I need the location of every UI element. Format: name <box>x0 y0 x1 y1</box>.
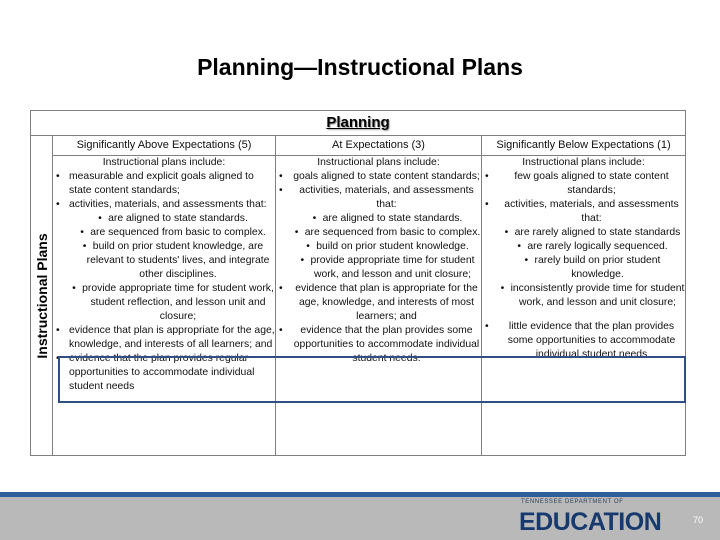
criteria-item <box>53 198 275 324</box>
criteria-item: • goals aligned to state content standards; <box>276 170 481 184</box>
rubric-table <box>30 110 686 456</box>
sub-criteria-list <box>292 212 481 282</box>
criteria-item: • measurable and explicit goals aligned to state content standards; <box>53 170 275 198</box>
criteria-item: • evidence that plan is appropriate for the age, knowledge, and interests of all learners; and <box>53 324 275 352</box>
highlight-box <box>58 356 686 403</box>
column-header: Significantly Above Expectations (5) <box>53 136 275 156</box>
sub-criteria-item: • are aligned to state standards. <box>292 212 481 226</box>
sub-criteria-item: • provide appropriate time for student work, student reflection, and lesson unit and closure; <box>69 282 275 324</box>
page-number: 70 <box>693 515 704 525</box>
criteria-list <box>276 170 481 366</box>
sub-criteria-item: • provide appropriate time for student work, and lesson and unit closure; <box>292 254 481 282</box>
column-header: At Expectations (3) <box>276 136 481 156</box>
column-below-expectations <box>481 135 685 456</box>
sub-criteria-item: • are rarely aligned to state standards <box>498 226 685 240</box>
column-intro: Instructional plans include: <box>317 157 440 168</box>
criteria-item: • evidence that plan is appropriate for the age, knowledge, and interests of most learners; and <box>276 282 481 324</box>
column-header: Significantly Below Expectations (1) <box>482 136 685 156</box>
department-logo-text: EDUCATION <box>519 508 662 536</box>
sub-criteria-item: • inconsistently provide time for student work, and lesson and unit closure; <box>498 282 685 310</box>
sub-criteria-item: • rarely build on prior student knowledge. <box>498 254 685 282</box>
criteria-stem: • activities, materials, and assessments that: <box>69 199 267 210</box>
sub-criteria-list <box>498 226 685 310</box>
rubric-heading: Planning <box>326 114 390 131</box>
sub-criteria-list <box>69 212 275 324</box>
department-name-small: TENNESSEE DEPARTMENT OF <box>521 499 624 505</box>
criteria-item: • few goals aligned to state content standards; <box>482 170 685 198</box>
page-title: Planning—Instructional Plans <box>197 54 523 80</box>
criteria-item: • little evidence that the plan provides some opportunities to accommodate individual student needs <box>482 320 685 362</box>
column-above-expectations <box>53 135 275 456</box>
sub-criteria-item: • are sequenced from basic to complex. <box>292 226 481 240</box>
sub-criteria-item: • build on prior student knowledge, are relevant to students' lives, and integrate other disciplines. <box>69 240 275 282</box>
sub-criteria-item: • are sequenced from basic to complex. <box>69 226 275 240</box>
criteria-stem: • activities, materials, and assessments that: <box>504 199 679 224</box>
column-intro: Instructional plans include: <box>102 157 226 168</box>
sub-criteria-item: • build on prior student knowledge. <box>292 240 481 254</box>
criteria-item: • evidence that the plan provides regular opportunities to accommodate individual student needs <box>53 352 275 394</box>
column-intro: Instructional plans include: <box>522 157 645 168</box>
side-label: Instructional Plans <box>33 233 50 359</box>
sub-criteria-item: • are rarely logically sequenced. <box>498 240 685 254</box>
criteria-item: • evidence that the plan provides some opportunities to accommodate individual student needs. <box>276 324 481 366</box>
criteria-item <box>276 184 481 282</box>
criteria-list <box>482 170 685 362</box>
criteria-item <box>482 198 685 310</box>
column-at-expectations <box>275 135 481 456</box>
side-label-cell <box>31 135 53 456</box>
sub-criteria-item: • are aligned to state standards. <box>69 212 275 226</box>
criteria-stem: • activities, materials, and assessments that: <box>299 185 474 210</box>
footer-accent-line <box>0 492 720 497</box>
